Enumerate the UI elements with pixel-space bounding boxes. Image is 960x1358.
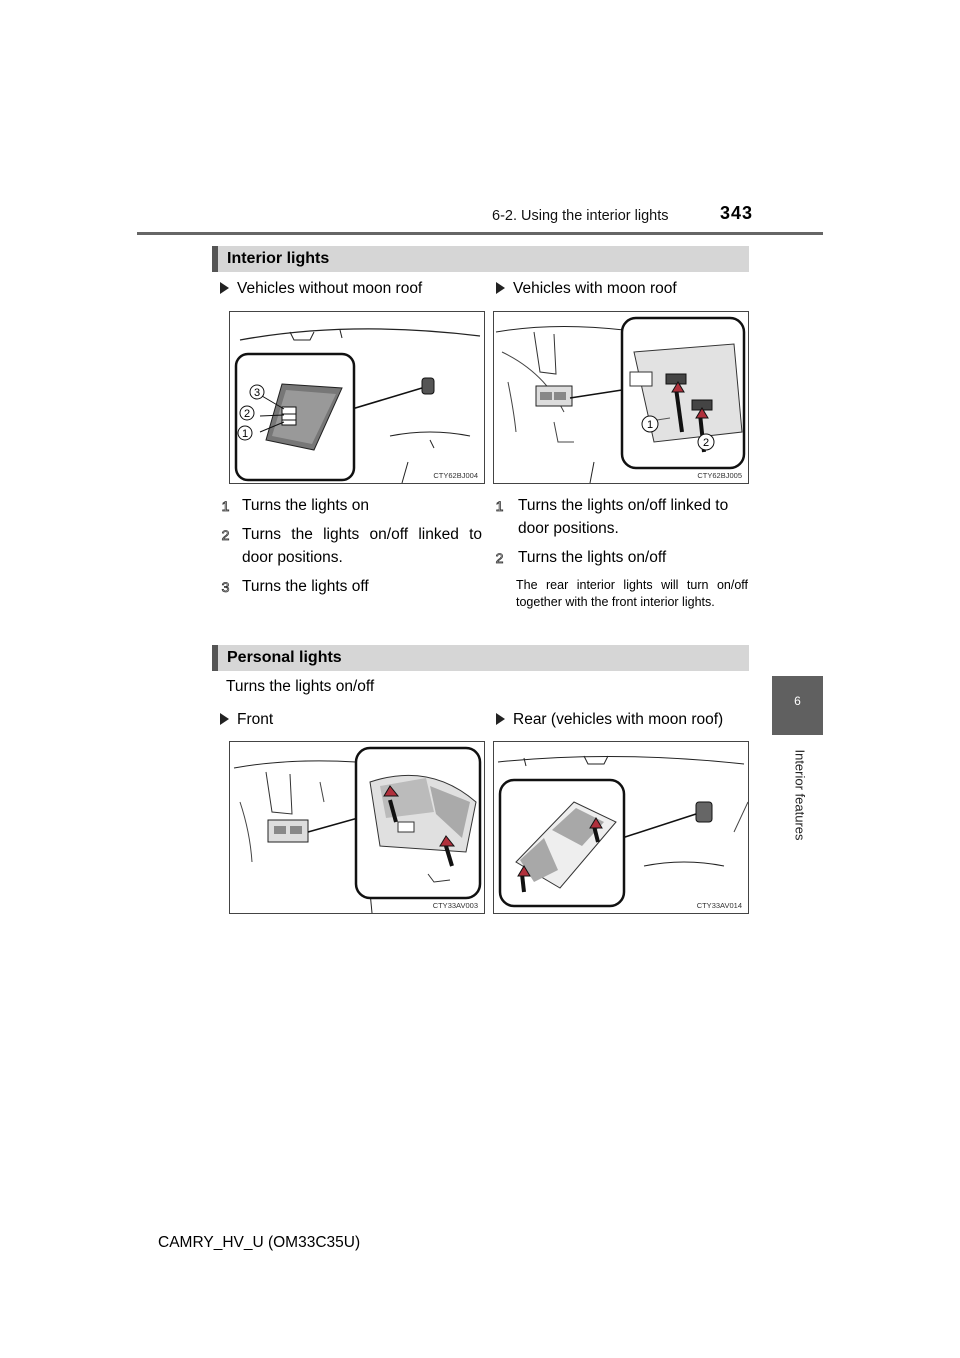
chapter-label [790,740,810,850]
subheading-without-moon-roof [220,280,422,298]
car-ceiling-illustration [230,742,484,913]
figure-code: CTY62BJ005 [697,471,742,480]
subheading-text: Vehicles without moon roof [237,280,423,297]
triangle-bullet-icon [496,282,505,294]
figure-personal-light-front [229,741,485,914]
figure-interior-light-no-moon-roof [229,311,485,484]
chapter-label-text: Interior features [792,749,808,841]
item-text: Turns the lights on/off [518,549,667,566]
number-1-icon [494,498,505,513]
car-ceiling-illustration [494,742,748,913]
figure-personal-light-rear [493,741,749,914]
triangle-bullet-icon [496,713,505,725]
subheading-with-moon-roof [496,280,677,298]
figure-code: CTY33AV014 [696,901,742,910]
list-item [494,494,748,540]
personal-lights-description: Turns the lights on/off [226,678,375,695]
chapter-tab[interactable]: 6 [772,676,823,735]
header-rule [137,232,823,235]
callout-label: 3 [253,387,261,399]
figure-code: CTY33AV003 [432,901,478,910]
callout-label: 1 [241,428,249,440]
item-text: Turns the lights off [242,578,369,595]
interior-lights-left-list [220,494,482,598]
number-label: 2 [221,527,230,542]
note-text: The rear interior lights will turn on/off together with the front interior lights. [516,578,748,609]
section-title: 6-2. Using the interior lights [492,208,669,224]
number-2-icon [220,527,231,542]
page-number: 343 [720,203,754,223]
callout-label: 2 [243,408,251,420]
number-label: 2 [495,550,504,565]
subheading-text: Front [237,711,274,728]
personal-lights-title: Personal lights [227,649,342,666]
number-1-icon [220,498,231,513]
personal-lights-header [212,645,749,671]
number-label: 3 [221,579,230,594]
number-2-icon [494,550,505,565]
interior-lights-header [212,246,749,272]
item-text: Turns the lights on [242,497,369,514]
subheading-front [220,711,273,729]
triangle-bullet-icon [220,282,229,294]
car-ceiling-illustration [230,312,484,483]
number-3-icon [220,579,231,594]
figure-code: CTY62BJ004 [433,471,478,480]
list-item [220,523,482,569]
item-text: Turns the lights on/off linked to door positions. [242,526,482,566]
callout-label: 1 [646,419,654,431]
list-item [220,575,482,598]
number-label: 1 [495,498,504,513]
item-text: Turns the lights on/off linked to door positions. [518,497,729,537]
number-label: 1 [221,498,230,513]
list-item [220,494,482,517]
interior-lights-title: Interior lights [227,250,330,267]
subheading-rear [496,711,723,729]
triangle-bullet-icon [220,713,229,725]
car-ceiling-illustration [494,312,748,483]
subheading-text: Rear (vehicles with moon roof) [513,711,724,728]
callout-label: 2 [702,437,710,449]
list-item [494,546,748,569]
subheading-text: Vehicles with moon roof [513,280,677,297]
figure-interior-light-moon-roof [493,311,749,484]
interior-lights-right-list [494,494,748,611]
document-id: CAMRY_HV_U (OM33C35U) [158,1234,361,1251]
